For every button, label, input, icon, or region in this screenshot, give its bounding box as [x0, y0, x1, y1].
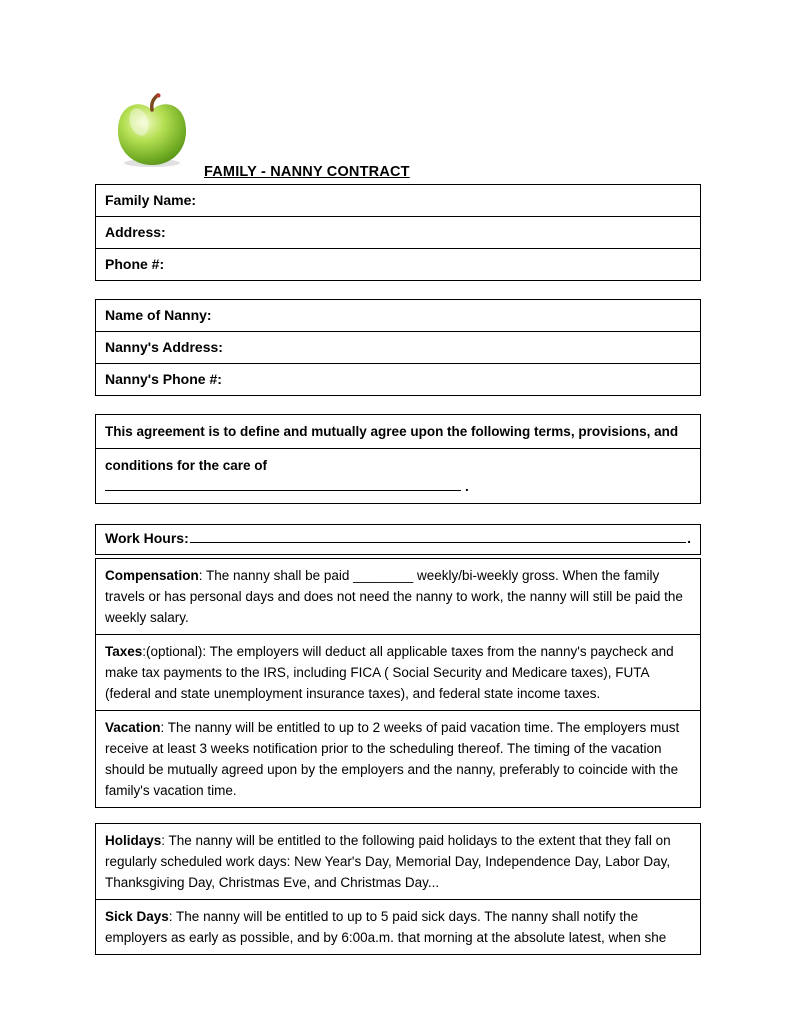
agreement-care-of-row: [96, 449, 700, 503]
work-hours-row: [96, 525, 700, 554]
nanny-name-field: Name of Nanny:: [96, 300, 700, 332]
agreement-intro-line: This agreement is to define and mutually agree upon the following terms, provisions, and: [96, 415, 700, 449]
taxes-label: Taxes: [105, 644, 143, 659]
compensation-text: : The nanny shall be paid ________ weekly/bi-weekly gross. When the family travels or has personal days and does not need the nanny to work, the nanny will still be paid the weekly salary.: [105, 568, 683, 625]
policies-table: [95, 823, 701, 955]
compensation-label: Compensation: [105, 568, 199, 583]
document-header: [113, 92, 701, 180]
holidays-clause: [96, 824, 700, 900]
document-page: [95, 92, 701, 955]
work-hours-period: .: [687, 530, 691, 546]
agreement-table: [95, 414, 701, 504]
vacation-text: : The nanny will be entitled to up to 2 weeks of paid vacation time. The employers must receive at least 3 weeks notification prior to the scheduling thereof. The timing of the vacation should be mutually agreed upon by the employers and the nanny, preferably to coincide with the family's vacation time.: [105, 720, 680, 798]
apple-logo: [113, 92, 191, 168]
work-hours-table: [95, 524, 701, 555]
holidays-text: : The nanny will be entitled to the following paid holidays to the extent that they fall on regularly scheduled work days: New Year's Day, Memorial Day, Independence Day, Labor Day, Thanksgiving Day, Christmas Eve, and Christmas Day...: [105, 833, 671, 890]
green-apple-icon: [113, 92, 191, 168]
sick-days-text: : The nanny will be entitled to up to 5 paid sick days. The nanny shall notify the employers as early as possible, and by 6:00a.m. that morning at the absolute latest, when she: [105, 909, 667, 945]
work-hours-label: Work Hours:: [105, 530, 189, 546]
agreement-care-of-label: conditions for the care of: [105, 458, 268, 473]
taxes-clause: [96, 635, 700, 711]
agreement-blank-line: [105, 476, 691, 497]
nanny-info-table: [95, 299, 701, 396]
sick-days-label: Sick Days: [105, 909, 169, 924]
vacation-label: Vacation: [105, 720, 161, 735]
holidays-label: Holidays: [105, 833, 162, 848]
work-hours-blank-field: [190, 530, 686, 543]
terms-table: [95, 558, 701, 808]
document-title: FAMILY - NANNY CONTRACT: [204, 164, 410, 180]
nanny-address-field: Nanny's Address:: [96, 332, 700, 364]
taxes-text: :(optional): The employers will deduct all applicable taxes from the nanny's paycheck and make tax payments to the IRS, including FICA ( Social Security and Medicare taxes), FUTA (federal and state unemployment insurance taxes), and federal state income taxes.: [105, 644, 674, 701]
family-phone-field: Phone #:: [105, 256, 165, 272]
family-info-table: [95, 184, 701, 281]
care-of-blank-field: [105, 477, 461, 491]
family-address-field: Address:: [96, 217, 700, 249]
nanny-phone-field: Nanny's Phone #:: [105, 371, 222, 387]
family-name-field: Family Name:: [96, 185, 700, 217]
compensation-clause: [96, 559, 700, 635]
vacation-clause: [96, 711, 700, 807]
sick-days-clause: [96, 900, 700, 954]
agreement-period: .: [465, 479, 469, 494]
